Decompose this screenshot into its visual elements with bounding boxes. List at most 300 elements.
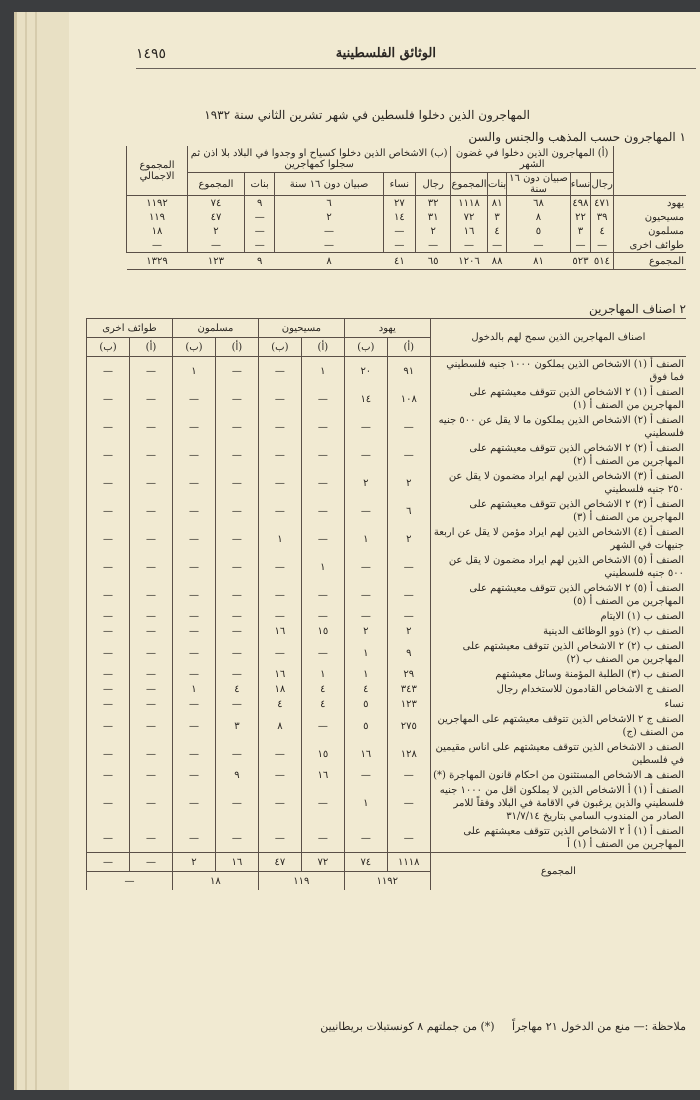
cell: ٤ — [591, 224, 614, 238]
cell: ٩ — [387, 639, 430, 667]
section1-title: ١ المهاجرون حسب المذهب والجنس والسن — [468, 130, 686, 144]
cell: ٤٧١ — [591, 196, 614, 211]
table-row — [87, 624, 687, 639]
totals-row — [87, 853, 687, 872]
cell: ١٥ — [301, 624, 344, 639]
cell: ٢ — [387, 525, 430, 553]
cell: — — [129, 824, 172, 853]
cell: — — [301, 525, 344, 553]
total-cell: ٢ — [172, 853, 215, 872]
row-label: مسيحيون — [614, 210, 687, 224]
cell: — — [301, 469, 344, 497]
class-header: اصناف المهاجرين الذين سمح لهم بالدخول — [430, 319, 686, 357]
cell: — — [172, 497, 215, 525]
cell: ٢٧ — [383, 196, 415, 211]
total-label: المجموع — [614, 253, 687, 270]
cell: — — [387, 824, 430, 853]
cell: — — [258, 581, 301, 609]
cell: ٣١ — [416, 210, 451, 224]
group-header-row — [87, 319, 687, 338]
cell: — — [87, 824, 130, 853]
total-cell: ١١١٨ — [387, 853, 430, 872]
cell: — — [387, 553, 430, 581]
column-header: رجال — [591, 173, 614, 196]
cell: — — [87, 740, 130, 768]
cell: ٥ — [344, 712, 387, 740]
column-header: رجال — [416, 173, 451, 196]
sub-header: (أ) — [301, 338, 344, 357]
total-cell: — — [87, 853, 130, 872]
table-row — [87, 413, 687, 441]
table-row — [87, 667, 687, 682]
cell: — — [172, 768, 215, 783]
cell: — — [87, 624, 130, 639]
cell: ٤ — [301, 682, 344, 697]
cell: — — [258, 497, 301, 525]
cell: — — [87, 783, 130, 824]
page-number: ١٤٩٥ — [136, 46, 167, 62]
cell: — — [87, 639, 130, 667]
table-row — [87, 581, 687, 609]
cell: ١٤ — [383, 210, 415, 224]
cell: ٦٨ — [507, 196, 570, 211]
cell: — — [258, 385, 301, 413]
cell: — — [258, 639, 301, 667]
cell: ٢٩ — [387, 667, 430, 682]
column-header: صبيان دون ١٦ سنة — [507, 173, 570, 196]
table-immigrants-by-religion — [126, 146, 686, 270]
group-total-cell: — — [87, 872, 173, 891]
cell: ١ — [172, 357, 215, 386]
cell: — — [172, 553, 215, 581]
cell: — — [275, 238, 383, 253]
table-row — [87, 697, 687, 712]
class-label: الصنف ب (٣) الطلبة المؤمنة وسائل معيشتهم — [430, 667, 686, 682]
sub-header: (ب) — [172, 338, 215, 357]
table-row — [87, 740, 687, 768]
cell: — — [215, 413, 258, 441]
cell: — — [87, 768, 130, 783]
class-label: الصنف أ (١) أ ٢ الاشخاص الذين تتوقف معيشتهم على المهاجرين من الصنف أ (١) أ — [430, 824, 686, 853]
cell: ٢٠ — [344, 357, 387, 386]
cell: — — [215, 385, 258, 413]
cell: — — [215, 497, 258, 525]
total-cell: ٤١ — [383, 253, 415, 270]
cell: — — [344, 768, 387, 783]
class-label: الصنف ج ٢ الاشخاص الذين تتوقف معيشتهم على المهاجرين من الصنف (ج) — [430, 712, 686, 740]
cell: — — [129, 667, 172, 682]
page-title: الوثائق الفلسطينية — [335, 46, 436, 61]
cell: ٤ — [487, 224, 507, 238]
cell: ٢٢ — [570, 210, 591, 224]
cell: ٥ — [344, 697, 387, 712]
cell: — — [344, 553, 387, 581]
cell: ٢ — [275, 210, 383, 224]
cell: — — [172, 783, 215, 824]
table-row — [87, 357, 687, 386]
total-cell: ٨٨ — [487, 253, 507, 270]
cell: ٤ — [258, 697, 301, 712]
cell: — — [87, 385, 130, 413]
table-row — [87, 441, 687, 469]
cell: — — [129, 497, 172, 525]
table-row — [87, 497, 687, 525]
cell: ١١١٨ — [451, 196, 488, 211]
sub-header: (أ) — [129, 338, 172, 357]
table-row — [87, 712, 687, 740]
cell: — — [129, 357, 172, 386]
class-label: الصنف أ (١) ٢ الاشخاص الذين تتوقف معيشتهم على المهاجرين من الصنف أ (١) — [430, 385, 686, 413]
cell: — — [87, 682, 130, 697]
cell: ٧٢ — [451, 210, 488, 224]
total-cell: ٦٥ — [416, 253, 451, 270]
total-cell: ٨١ — [507, 253, 570, 270]
cell: — — [244, 224, 274, 238]
cell: — — [129, 553, 172, 581]
cell: — — [301, 413, 344, 441]
cell: — — [301, 783, 344, 824]
cell: — — [387, 783, 430, 824]
cell: — — [87, 581, 130, 609]
cell: — — [215, 553, 258, 581]
cell: — — [172, 413, 215, 441]
cell: ١٨ — [258, 682, 301, 697]
total-cell: ٩ — [244, 253, 274, 270]
total-cell: ٧٢ — [301, 853, 344, 872]
grand-total-header: المجموع الاجمالي — [127, 146, 188, 196]
cell: ٤٩٨ — [570, 196, 591, 211]
cell: ١٦ — [258, 667, 301, 682]
cell: ٨ — [507, 210, 570, 224]
cell: — — [301, 581, 344, 609]
grand-total-cell: ١١٩٢ — [127, 196, 188, 211]
group-header: طوائف اخرى — [87, 319, 173, 338]
cell: ١ — [301, 667, 344, 682]
column-header: المجموع — [451, 173, 488, 196]
cell: — — [215, 639, 258, 667]
column-header: المجموع — [188, 173, 245, 196]
total-cell: ٤٧ — [258, 853, 301, 872]
cell: ١٤ — [344, 385, 387, 413]
cell: — — [387, 609, 430, 624]
row-label: يهود — [614, 196, 687, 211]
cell: ١ — [301, 357, 344, 386]
cell: — — [344, 441, 387, 469]
cell: — — [215, 740, 258, 768]
class-label: الصنف أ (٢) الاشخاص الذين يملكون ما لا يقل عن ٥٠٠ جنيه فلسطيني — [430, 413, 686, 441]
class-label: الصنف ب (٢) ذوو الوظائف الدينية — [430, 624, 686, 639]
column-header: صبيان دون ١٦ سنة — [275, 173, 383, 196]
sub-header: (ب) — [344, 338, 387, 357]
cell: — — [215, 624, 258, 639]
cell: — — [172, 824, 215, 853]
cell: ١٢٨ — [387, 740, 430, 768]
cell: — — [129, 609, 172, 624]
cell: — — [215, 441, 258, 469]
cell: — — [387, 768, 430, 783]
document-title: المهاجرون الذين دخلوا فلسطين في شهر تشرين الثاني سنة ١٩٣٢ — [204, 108, 530, 122]
cell: — — [258, 768, 301, 783]
note-refused: منع من الدخول ٢١ مهاجراً — [512, 1020, 631, 1033]
cell: — — [301, 385, 344, 413]
cell: — — [172, 525, 215, 553]
cell: — — [87, 441, 130, 469]
group-b-header: (ب) الاشخاص الذين دخلوا كسياح او وجدوا في البلاد بلا اذن ثم سجلوا كمهاجرين — [188, 146, 451, 173]
column-header: بنات — [244, 173, 274, 196]
cell: — — [344, 581, 387, 609]
group-total-cell: ١١٩٢ — [344, 872, 430, 891]
cell: — — [301, 441, 344, 469]
cell: — — [215, 525, 258, 553]
cell: — — [129, 413, 172, 441]
cell: — — [172, 740, 215, 768]
class-label: الصنف ب (٢) ٢ الاشخاص الذين تتوقف معيشتهم على المهاجرين من الصنف ب (٢) — [430, 639, 686, 667]
cell: ١٦ — [451, 224, 488, 238]
cell: — — [215, 357, 258, 386]
cell: — — [301, 609, 344, 624]
cell: — — [301, 824, 344, 853]
table-row — [87, 385, 687, 413]
class-label: الصنف أ (١) أ الاشخاص الذين لا يملكون اقل من ١٠٠٠ جنيه فلسطيني والذين يرغبون في الاقامة في البلاد وفقاً للامر الصادر من المندوب السامي بتاريخ ٣١/٧/١٤ — [430, 783, 686, 824]
table-row — [87, 609, 687, 624]
cell: — — [129, 469, 172, 497]
grand-total-cell: — — [127, 238, 188, 253]
cell: — — [129, 740, 172, 768]
cell: — — [383, 224, 415, 238]
cell: — — [87, 667, 130, 682]
cell: — — [383, 238, 415, 253]
cell: ٢ — [416, 224, 451, 238]
cell: — — [275, 224, 383, 238]
cell: ٩١ — [387, 357, 430, 386]
table-row — [127, 224, 687, 238]
sub-header: (أ) — [215, 338, 258, 357]
cell: — — [172, 441, 215, 469]
section2-title: ٢ اصناف المهاجرين — [589, 302, 686, 316]
cell: — — [244, 238, 274, 253]
cell: ٤٧ — [188, 210, 245, 224]
table-row — [87, 553, 687, 581]
cell: — — [387, 413, 430, 441]
cell: — — [129, 639, 172, 667]
cell: ٣٤٣ — [387, 682, 430, 697]
cell: — — [387, 441, 430, 469]
group-total-cell: ١١٩ — [258, 872, 344, 891]
table-row — [87, 469, 687, 497]
cell: — — [129, 682, 172, 697]
table-immigrant-classes — [86, 318, 686, 890]
class-label: الصنف د الاشخاص الذين تتوقف معيشتهم على اناس مقيمين في فلسطين — [430, 740, 686, 768]
cell: — — [129, 385, 172, 413]
cell: ١ — [258, 525, 301, 553]
cell: — — [258, 413, 301, 441]
cell: — — [129, 783, 172, 824]
cell: — — [215, 697, 258, 712]
cell: — — [487, 238, 507, 253]
cell: — — [301, 639, 344, 667]
total-cell: ٥٢٣ — [570, 253, 591, 270]
cell: — — [258, 469, 301, 497]
table-row — [87, 824, 687, 853]
cell: — — [129, 525, 172, 553]
note-label: ملاحظة :— — [633, 1020, 686, 1033]
cell: — — [215, 609, 258, 624]
sub-header: (أ) — [387, 338, 430, 357]
cell: — — [416, 238, 451, 253]
total-cell: ١٢٣ — [188, 253, 245, 270]
cell: ٢ — [387, 469, 430, 497]
group-total-cell: ١٨ — [172, 872, 258, 891]
cell: ١ — [301, 553, 344, 581]
total-row — [127, 253, 687, 270]
column-header: بنات — [487, 173, 507, 196]
cell: — — [215, 469, 258, 497]
table-row — [87, 639, 687, 667]
total-cell: ٥١٤ — [591, 253, 614, 270]
row-label: طوائف اخرى — [614, 238, 687, 253]
cell: ٨ — [258, 712, 301, 740]
cell: ٥ — [507, 224, 570, 238]
cell: — — [215, 581, 258, 609]
cell: — — [129, 697, 172, 712]
total-cell: ٨ — [275, 253, 383, 270]
cell: ١ — [344, 525, 387, 553]
cell: — — [172, 624, 215, 639]
cell: — — [301, 497, 344, 525]
cell: ٢ — [387, 624, 430, 639]
cell: — — [172, 639, 215, 667]
cell: — — [387, 581, 430, 609]
cell: — — [172, 697, 215, 712]
cell: — — [87, 525, 130, 553]
cell: — — [129, 581, 172, 609]
cell: — — [244, 210, 274, 224]
cell: ٣ — [570, 224, 591, 238]
cell: ٣ — [215, 712, 258, 740]
page-header — [136, 46, 696, 69]
cell: — — [344, 609, 387, 624]
grand-total-cell: ١٨ — [127, 224, 188, 238]
cell: ٨١ — [487, 196, 507, 211]
cell: ١ — [344, 783, 387, 824]
cell: — — [215, 667, 258, 682]
row-label: مسلمون — [614, 224, 687, 238]
cell: — — [172, 712, 215, 740]
table-row — [87, 525, 687, 553]
cell: ١٦ — [344, 740, 387, 768]
content — [66, 12, 700, 1090]
cell: — — [129, 712, 172, 740]
grand-total-cell: ١١٩ — [127, 210, 188, 224]
table-row — [87, 768, 687, 783]
class-label: الصنف أ (٢) ٢ الاشخاص الذين تتوقف معيشتهم على المهاجرين من الصنف أ (٢) — [430, 441, 686, 469]
cell: ٤ — [215, 682, 258, 697]
note-footnote: (*) من جملتهم ٨ كونستبلات بريطانيين — [320, 1020, 495, 1033]
cell: — — [87, 712, 130, 740]
cell: ٢ — [344, 624, 387, 639]
total-cell: ١٦ — [215, 853, 258, 872]
class-label: نساء — [430, 697, 686, 712]
cell: — — [172, 469, 215, 497]
cell: — — [215, 783, 258, 824]
cell: — — [87, 469, 130, 497]
cell: — — [258, 824, 301, 853]
cell: ١٠٨ — [387, 385, 430, 413]
cell: ١ — [344, 639, 387, 667]
cell: — — [570, 238, 591, 253]
cell: ٣ — [487, 210, 507, 224]
cell: — — [87, 553, 130, 581]
page — [14, 12, 700, 1090]
cell: ٢ — [188, 224, 245, 238]
sub-header: (ب) — [87, 338, 130, 357]
sub-header: (ب) — [258, 338, 301, 357]
grand-total-cell: ١٣٢٩ — [127, 253, 188, 270]
table-row — [127, 196, 687, 211]
cell: — — [129, 624, 172, 639]
cell: ٦ — [275, 196, 383, 211]
cell: — — [344, 824, 387, 853]
cell: ١٦ — [258, 624, 301, 639]
class-label: الصنف أ (١) الاشخاص الذين يملكون ١٠٠٠ جنيه فلسطيني فما فوق — [430, 357, 686, 386]
cell: — — [258, 553, 301, 581]
cell: — — [344, 413, 387, 441]
page-edge — [14, 12, 69, 1090]
cell: — — [87, 697, 130, 712]
cell: — — [172, 581, 215, 609]
class-label: الصنف ج الاشخاص القادمون للاستخدام رجال — [430, 682, 686, 697]
cell: — — [172, 609, 215, 624]
column-header: نساء — [570, 173, 591, 196]
cell: ١٥ — [301, 740, 344, 768]
cell: — — [87, 609, 130, 624]
cell: — — [258, 609, 301, 624]
group-header: مسيحيون — [258, 319, 344, 338]
cell: — — [215, 824, 258, 853]
total-cell: ١٢٠٦ — [451, 253, 488, 270]
cell: — — [129, 441, 172, 469]
table-row — [87, 783, 687, 824]
cell: — — [258, 740, 301, 768]
cell: — — [258, 357, 301, 386]
table-row — [127, 210, 687, 224]
total-cell: — — [129, 853, 172, 872]
note — [320, 1020, 686, 1033]
class-label: الصنف ب (١) الايتام — [430, 609, 686, 624]
cell: — — [172, 385, 215, 413]
cell: — — [344, 497, 387, 525]
class-label: الصنف أ (٤) الاشخاص الذين لهم ايراد مؤمن لا يقل عن اربعة جنيهات في الشهر — [430, 525, 686, 553]
class-label: الصنف هـ الاشخاص المستثنون من احكام قانون المهاجرة (*) — [430, 768, 686, 783]
cell: ٦ — [387, 497, 430, 525]
cell: ٩ — [215, 768, 258, 783]
cell: — — [507, 238, 570, 253]
cell: — — [451, 238, 488, 253]
cell: — — [301, 712, 344, 740]
table-row — [87, 682, 687, 697]
cell: — — [188, 238, 245, 253]
cell: — — [172, 667, 215, 682]
class-label: الصنف أ (٣) ٢ الاشخاص الذين تتوقف معيشتهم على المهاجرين من الصنف أ (٣) — [430, 497, 686, 525]
class-label: الصنف أ (٣) الاشخاص الذين لهم ايراد مضمون لا يقل عن ٢٥٠ جنيه فلسطيني — [430, 469, 686, 497]
cell: ١ — [172, 682, 215, 697]
class-label: الصنف أ (٥) الاشخاص الذين لهم ايراد مضمون لا يقل عن ٥٠٠ جنيه فلسطيني — [430, 553, 686, 581]
cell: ١ — [344, 667, 387, 682]
cell: ١٢٣ — [387, 697, 430, 712]
class-label: الصنف أ (٥) ٢ الاشخاص الذين تتوقف معيشتهم على المهاجرين من الصنف أ (٥) — [430, 581, 686, 609]
group-a-header: (أ) المهاجرون الذين دخلوا في غضون الشهر — [451, 146, 614, 173]
cell: ٣٩ — [591, 210, 614, 224]
